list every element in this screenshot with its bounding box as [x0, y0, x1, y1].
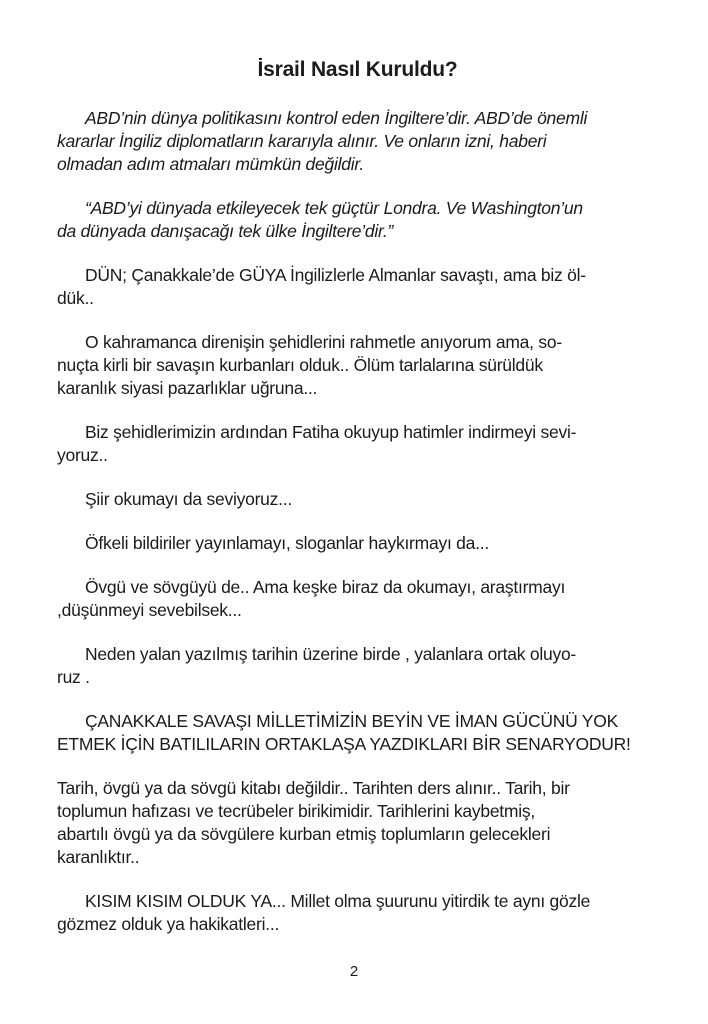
- text-line: ,düşünmeyi sevebilsek...: [57, 600, 242, 620]
- paragraph: [57, 576, 658, 622]
- paragraph: [57, 264, 658, 310]
- text-line: toplumun hafızası ve tecrübeler birikimidir. Tarihlerini kaybetmiş,: [57, 801, 535, 821]
- text-line: Biz şehidlerimizin ardından Fatiha okuyup hatimler indirmeyi sevi-: [85, 422, 577, 442]
- text-line: kararlar İngiliz diplomatların kararıyla alınır. Ve onların izni, haberi: [57, 131, 547, 151]
- paragraph: [57, 488, 658, 511]
- text-line: karanlıktır..: [57, 847, 140, 867]
- page-body: [57, 107, 658, 936]
- text-line: olmadan adım atmaları mümkün değildir.: [57, 154, 364, 174]
- paragraph: [57, 777, 658, 869]
- text-line: nuçta kirli bir savaşın kurbanları olduk.. Ölüm tarlalarına sürüldük: [57, 355, 543, 375]
- text-line: Öfkeli bildiriler yayınlamayı, sloganlar haykırmayı da...: [85, 533, 489, 553]
- paragraph: [57, 890, 658, 936]
- text-line: ETMEK İÇİN BATILILARIN ORTAKLAŞA YAZDIKLARI BİR SENARYODUR!: [57, 734, 631, 754]
- text-line: dük..: [57, 288, 94, 308]
- text-line: da dünyada danışacağı tek ülke İngiltere’dir.”: [57, 221, 394, 241]
- text-line: KISIM KISIM OLDUK YA... Millet olma şuurunu yitirdik te aynı gözle: [85, 891, 591, 911]
- paragraph: [57, 197, 658, 243]
- text-line: Tarih, övgü ya da sövgü kitabı değildir.. Tarihten ders alınır.. Tarih, bir: [57, 778, 570, 798]
- text-line: Neden yalan yazılmış tarihin üzerine birde , yalanlara ortak oluyo-: [85, 644, 577, 664]
- text-line: ruz .: [57, 667, 90, 687]
- text-line: Övgü ve sövgüyü de.. Ama keşke biraz da okumayı, araştırmayı: [85, 577, 566, 597]
- paragraph: [57, 643, 658, 689]
- text-line: ÇANAKKALE SAVAŞI MİLLETİMİZİN BEYİN VE İMAN GÜCÜNÜ YOK: [85, 711, 619, 731]
- text-line: abartılı övgü ya da sövgülere kurban etmiş toplumların gelecekleri: [57, 824, 551, 844]
- paragraph: [57, 710, 658, 756]
- paragraph: [57, 331, 658, 400]
- text-line: yoruz..: [57, 445, 108, 465]
- page-title: İsrail Nasıl Kuruldu?: [257, 58, 458, 81]
- page-number: 2: [349, 963, 359, 980]
- paragraph: [57, 421, 658, 467]
- paragraph: [57, 532, 658, 555]
- text-line: O kahramanca direnişin şehidlerini rahmetle anıyorum ama, so-: [85, 332, 562, 352]
- text-line: DÜN; Çanakkale’de GÜYA İngilizlerle Almanlar savaştı, ama biz öl-: [85, 265, 586, 285]
- paragraph: [57, 107, 658, 176]
- text-line: “ABD’yi dünyada etkileyecek tek güçtür Londra. Ve Washington’un: [85, 198, 583, 218]
- text-line: karanlık siyasi pazarlıklar uğruna...: [57, 378, 318, 398]
- text-line: Şiir okumayı da seviyoruz...: [85, 489, 292, 509]
- text-line: ABD’nin dünya politikasını kontrol eden İngiltere’dir. ABD’de önemli: [85, 108, 588, 128]
- text-line: gözmez olduk ya hakikatleri...: [57, 914, 280, 934]
